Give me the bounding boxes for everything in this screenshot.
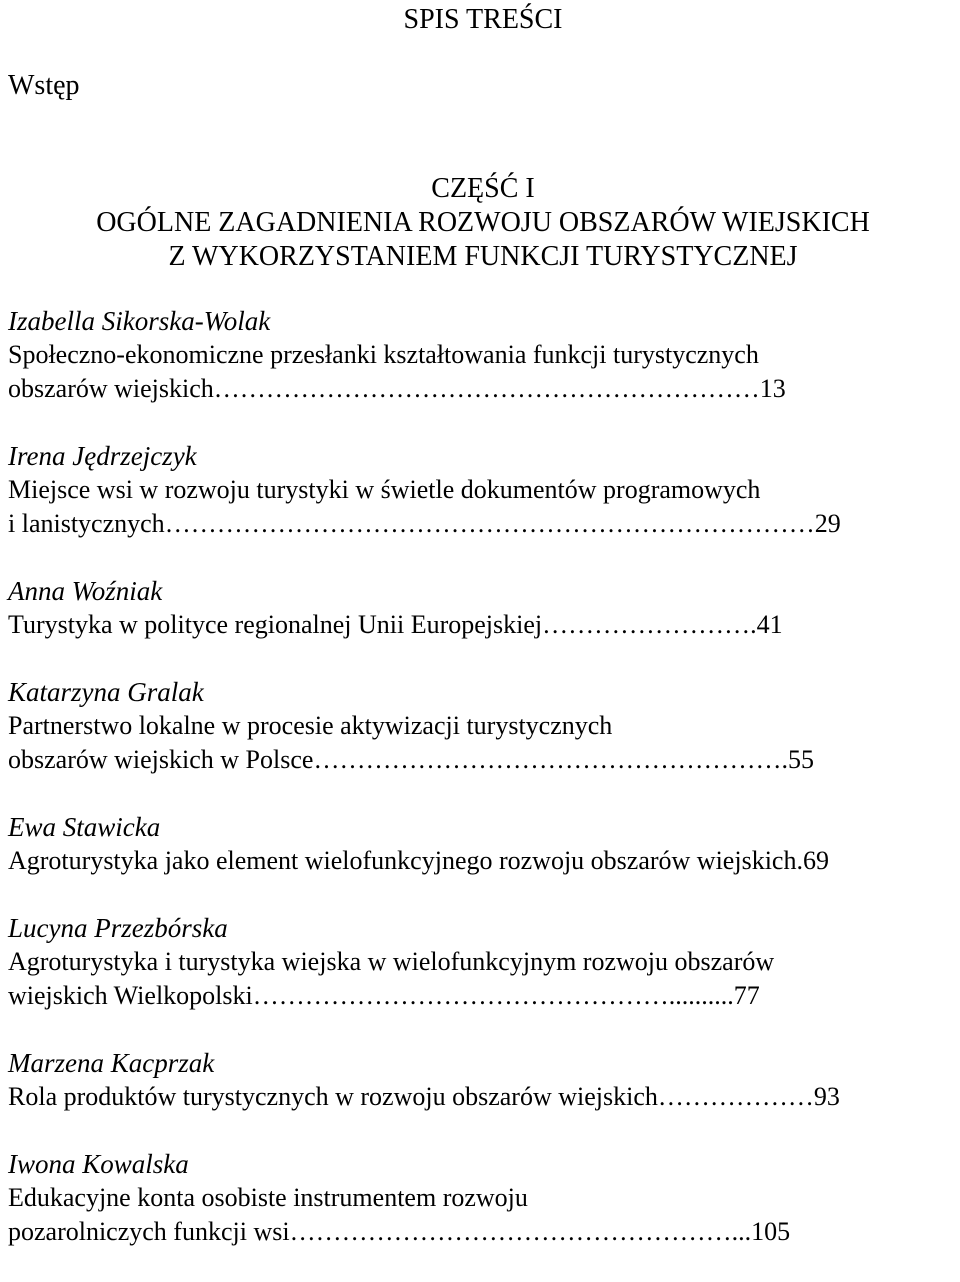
entry-title-line: Miejsce wsi w rozwoju turystyki w świetle dokumentów programowych (8, 475, 761, 504)
entry-title-text: i lanistycznych (8, 509, 165, 538)
entry-title-text: obszarów wiejskich w Polsce (8, 745, 314, 774)
entry-author: Izabella Sikorska-Wolak (8, 306, 271, 336)
toc-entry (8, 439, 958, 541)
toc-entry (8, 1147, 958, 1249)
entry-title-line: Agroturystyka i turystyka wiejska w wielofunkcyjnym rozwoju obszarów (8, 947, 775, 976)
dot-leader: ……………………………………………………… (213, 374, 760, 403)
entry-title-line (8, 1080, 958, 1114)
toc-entry (8, 304, 958, 406)
entry-title-text: Turystyka w polityce regionalnej Unii Europejskiej (8, 610, 543, 639)
entry-title-line: Partnerstwo lokalne w procesie aktywizacji turystycznych (8, 711, 613, 740)
entry-author: Katarzyna Gralak (8, 677, 204, 707)
intro-entry: Wstęp (8, 70, 80, 101)
page-title: SPIS TREŚCI (403, 4, 563, 35)
entry-page-number: 41 (756, 610, 783, 639)
entry-title-text: wiejskich Wielkopolski (8, 981, 253, 1010)
dot-leader: ……………………. (542, 610, 757, 639)
entry-author: Lucyna Przezbórska (8, 913, 228, 943)
entry-title-line (8, 507, 958, 541)
dot-leader: ……………………………………………... (289, 1217, 752, 1246)
entry-title-line (8, 608, 958, 642)
table-of-contents (8, 304, 958, 1282)
toc-entry (8, 911, 958, 1013)
entry-page-number: 77 (733, 981, 760, 1010)
entry-title-line (8, 1215, 958, 1249)
entry-title-text: obszarów wiejskich (8, 374, 214, 403)
entry-title-line (8, 979, 958, 1013)
entry-title-line: Społeczno-ekonomiczne przesłanki kształtowania funkcji turystycznych (8, 340, 759, 369)
entry-page-number: 105 (751, 1217, 791, 1246)
entry-page-number: 13 (759, 374, 786, 403)
part-subtitle-line-2: Z WYKORZYSTANIEM FUNKCJI TURYSTYCZNEJ (168, 241, 798, 272)
entry-page-number: 29 (814, 509, 841, 538)
entry-author: Anna Woźniak (8, 576, 163, 606)
dot-leader: ………………………………………………. (313, 745, 788, 774)
entry-title-text: Rola produktów turystycznych w rozwoju obszarów wiejskich (8, 1082, 658, 1111)
toc-entry (8, 1046, 958, 1114)
entry-author: Iwona Kowalska (8, 1149, 189, 1179)
entry-page-number: 55 (787, 745, 814, 774)
part-label: CZĘŚĆ I (431, 173, 535, 204)
dot-leader: ………………………………………….......... (252, 981, 734, 1010)
entry-title-text: pozarolniczych funkcji wsi (8, 1217, 290, 1246)
entry-title-line: Edukacyjne konta osobiste instrumentem rozwoju (8, 1183, 528, 1212)
toc-entry (8, 675, 958, 777)
dot-leader: ………………………………………………………………… (164, 509, 815, 538)
entry-title-line (8, 372, 958, 406)
part-heading (0, 172, 960, 274)
entry-author: Marzena Kacprzak (8, 1048, 215, 1078)
part-subtitle-line-1: OGÓLNE ZAGADNIENIA ROZWOJU OBSZARÓW WIEJSKICH (96, 207, 870, 238)
entry-page-number: 93 (813, 1082, 840, 1111)
entry-title-line: Agroturystyka jako element wielofunkcyjnego rozwoju obszarów wiejskich.69 (8, 846, 829, 875)
dot-leader: ……………… (657, 1082, 814, 1111)
toc-entry (8, 574, 958, 642)
entry-author: Irena Jędrzejczyk (8, 441, 197, 471)
entry-title-line (8, 743, 958, 777)
entry-author: Ewa Stawicka (8, 812, 161, 842)
toc-entry (8, 810, 958, 878)
